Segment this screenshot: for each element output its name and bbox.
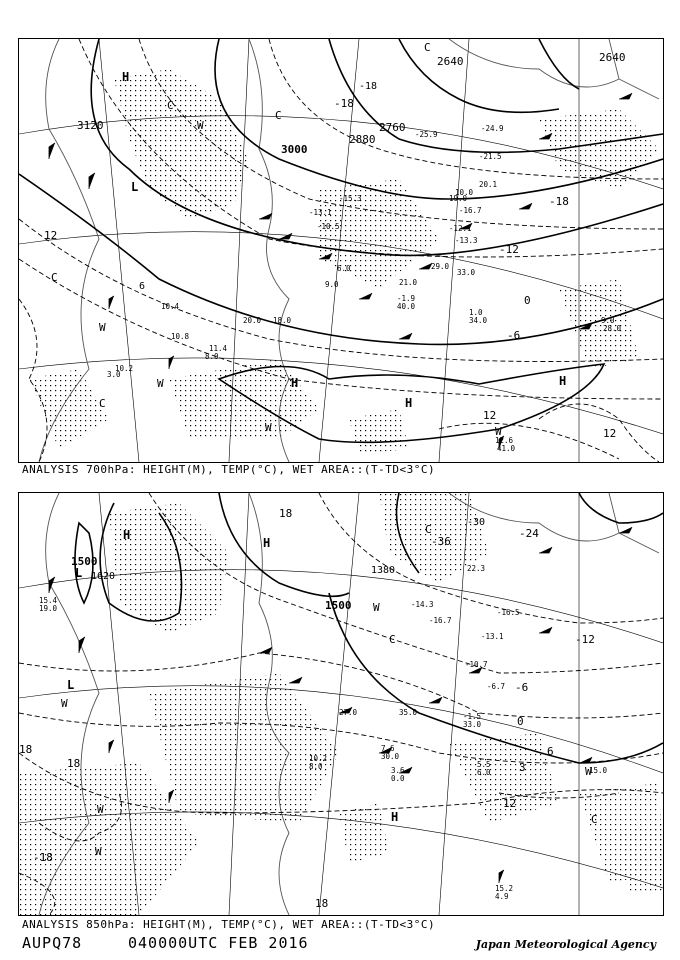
station-value: -25.9: [415, 130, 438, 139]
warm-center: W: [157, 377, 164, 390]
station-value: 8.0: [205, 352, 219, 361]
station-value: 0.0: [391, 774, 405, 783]
cold-center: C: [51, 271, 58, 284]
wet-area-700: [29, 69, 659, 454]
warm-center: W: [265, 421, 272, 434]
temp-label: -6: [507, 329, 521, 342]
station-value: 34.0: [469, 316, 488, 325]
station-value: -6.7: [487, 682, 506, 691]
caption-850hpa: ANALYSIS 850hPa: HEIGHT(M), TEMP(°C), WET AREA::(T-TD<3°C): [22, 918, 436, 931]
station-value: 10.4: [161, 302, 180, 311]
station-value: 33.0: [457, 268, 476, 277]
station-value: 10.0: [455, 188, 474, 197]
station-value: 10.2: [309, 754, 328, 763]
station-value: 3.0: [107, 370, 121, 379]
temp-label: 12: [603, 427, 617, 440]
station-value: -14.3: [411, 600, 434, 609]
station-value: 9.0: [601, 316, 615, 325]
temp-label: 3: [519, 761, 526, 774]
height-label: 3120: [77, 119, 104, 132]
height-label: 1620: [91, 571, 116, 582]
height-label: 2640: [599, 51, 626, 64]
station-value: 6.0: [337, 264, 351, 273]
station-value: -15.3: [339, 194, 362, 203]
cold-center: C: [424, 41, 431, 54]
height-label: 2640: [437, 55, 464, 68]
station-value: 20.0: [243, 316, 262, 325]
caption-700hpa: ANALYSIS 700hPa: HEIGHT(M), TEMP(°C), WET AREA::(T-TD<3°C): [22, 463, 436, 476]
station-value: 20.1: [479, 180, 498, 189]
station-value: -10.7: [465, 660, 488, 669]
station-value: 29.0: [431, 262, 450, 271]
station-value: 10.2: [115, 364, 134, 373]
low-center: L: [75, 566, 83, 580]
temp-label: -18: [33, 851, 53, 864]
cold-center: C: [425, 523, 432, 536]
warm-center: W: [95, 845, 102, 858]
station-value: 12.6: [495, 436, 514, 445]
height-label: 2880: [349, 133, 376, 146]
warm-center: W: [373, 601, 380, 614]
temp-label: -18: [359, 81, 378, 92]
station-value: -13.3: [455, 236, 478, 245]
map-panel-850hpa: [18, 492, 664, 916]
temp-label: 6: [139, 281, 146, 292]
height-label: 1500: [325, 599, 352, 612]
temp-label: -30: [467, 517, 486, 528]
station-value: 27.0: [339, 708, 358, 717]
height-label: 1380: [371, 565, 396, 576]
station-value: 21.0: [399, 278, 418, 287]
station-value: 9.0: [325, 280, 339, 289]
cold-center: C: [389, 633, 396, 646]
station-value: -24.9: [481, 124, 504, 133]
agency-name: Japan Meteorological Agency: [475, 938, 656, 951]
station-value: -16.5: [497, 608, 520, 617]
station-value: 4.9: [495, 892, 509, 901]
high-center: H: [405, 396, 413, 410]
chart-code: AUPQ78: [22, 934, 83, 952]
wet-area-850: [19, 493, 663, 915]
cold-center: C: [99, 397, 106, 410]
high-center: H: [559, 374, 567, 388]
station-value: 1.0: [469, 308, 483, 317]
station-value: 40.0: [397, 302, 416, 311]
station-value: 30.0: [381, 752, 400, 761]
warm-center: W: [61, 697, 68, 710]
station-value: 11.4: [209, 344, 228, 353]
chart-time: 040000UTC FEB 2016: [128, 934, 309, 952]
temp-label: 6: [547, 745, 554, 758]
height-label: 3000: [281, 143, 308, 156]
temp-label: 0: [517, 715, 524, 728]
station-value: 6.0: [477, 768, 491, 777]
warm-center: W: [197, 119, 204, 132]
station-value: 7.6: [381, 744, 395, 753]
low-center: L: [131, 180, 139, 194]
temp-label: 18: [67, 757, 81, 770]
temp-label: 12: [44, 229, 58, 242]
high-center: H: [122, 70, 130, 84]
low-center: L: [67, 678, 75, 692]
station-value: 35.0: [399, 708, 418, 717]
temp-label: 18: [315, 897, 329, 910]
station-value: 41.0: [497, 444, 516, 453]
height-label: 1500: [71, 555, 98, 568]
temp-label: -12: [499, 243, 519, 256]
temp-label: -18: [334, 97, 354, 110]
cold-center: C: [167, 99, 174, 112]
temp-label: -24: [519, 527, 539, 540]
warm-center: W: [495, 425, 502, 438]
station-value: -21.5: [479, 152, 502, 161]
temp-label: 18: [279, 507, 293, 520]
temp-label: -12: [575, 633, 595, 646]
station-value: -13.1: [309, 208, 332, 217]
temp-label: -36: [431, 535, 451, 548]
station-value: -10.5: [317, 222, 340, 231]
station-value: -16.7: [429, 616, 452, 625]
station-value: -12.1: [449, 224, 472, 233]
temp-label: -18: [549, 195, 569, 208]
station-value: 28.0: [603, 324, 622, 333]
map-850hpa-svg: [19, 493, 663, 915]
high-center: H: [291, 376, 299, 390]
station-value: 15.2: [495, 884, 514, 893]
height-label: 2760: [379, 121, 406, 134]
station-value: 5.5: [477, 760, 491, 769]
station-value: 8.0: [309, 762, 323, 771]
map-700hpa-svg: [19, 39, 663, 462]
station-value: -16.7: [459, 206, 482, 215]
station-value: -1.5: [463, 712, 482, 721]
high-center: H: [263, 536, 271, 550]
temp-label: -6: [515, 681, 529, 694]
station-value: 19.0: [39, 604, 58, 613]
temp-label: 18: [19, 743, 33, 756]
high-center: H: [391, 810, 399, 824]
high-center: H: [123, 528, 131, 542]
station-value: 10.8: [171, 332, 190, 341]
warm-center: W: [585, 765, 592, 778]
map-panel-700hpa: [18, 38, 664, 463]
warm-center: W: [97, 803, 104, 816]
station-value: 19.0: [449, 194, 468, 203]
station-value: 3.6: [391, 766, 405, 775]
station-value: 15.4: [39, 596, 58, 605]
temp-label: 0: [524, 294, 531, 307]
cold-center: C: [275, 109, 282, 122]
temp-label: 12: [503, 797, 517, 810]
warm-center: W: [99, 321, 106, 334]
station-value: -13.1: [481, 632, 504, 641]
cold-center: C: [591, 813, 598, 826]
station-value: -1.9: [397, 294, 416, 303]
station-value: 15.0: [589, 766, 608, 775]
station-value: 22.3: [467, 564, 486, 573]
temp-label: 12: [483, 409, 497, 422]
station-value: 18.0: [273, 316, 292, 325]
station-value: 33.0: [463, 720, 482, 729]
